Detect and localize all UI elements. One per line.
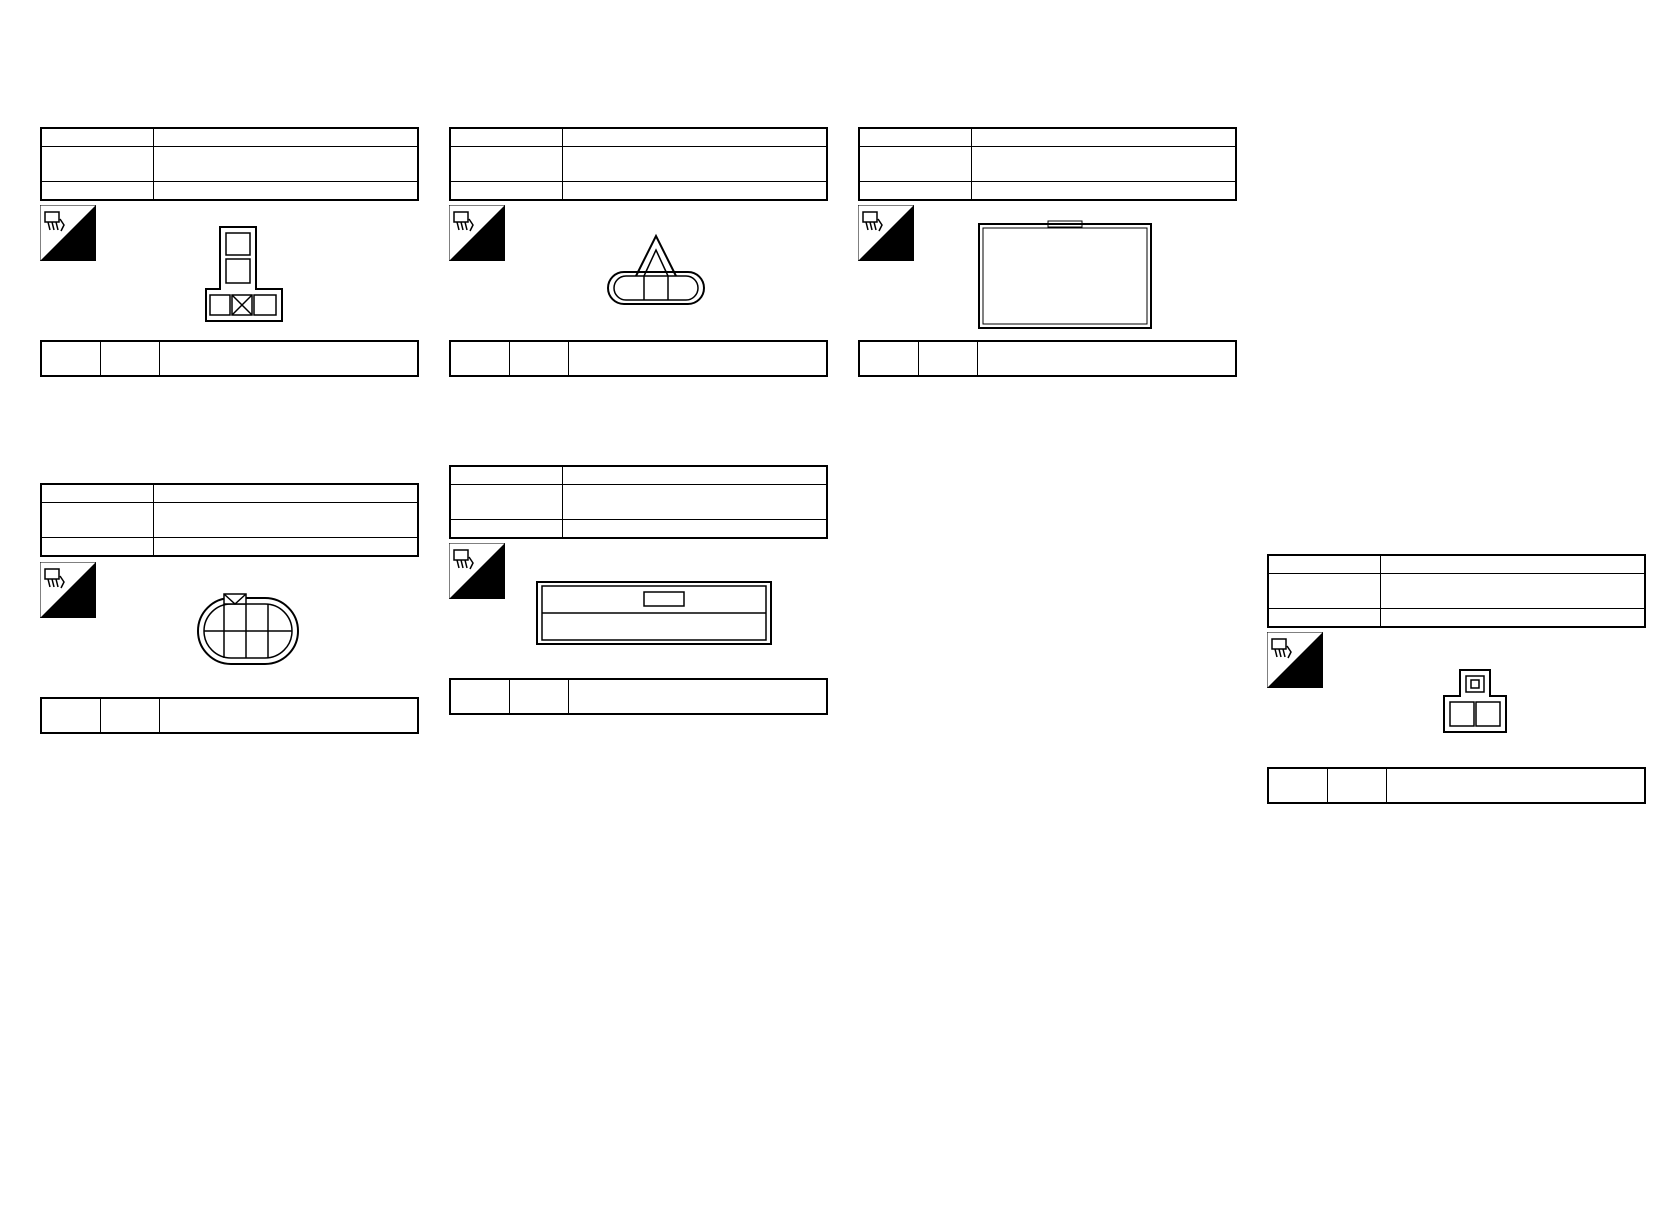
signal-table-e106 — [858, 340, 1237, 377]
connector-type-value — [563, 182, 828, 201]
connector-face-e77 — [606, 232, 706, 308]
connector-info-table — [40, 483, 419, 557]
connector-face-e108 — [1442, 668, 1508, 734]
label-connector-no — [1268, 555, 1381, 574]
harness-side-icon — [449, 205, 505, 261]
label-connector-name — [1268, 574, 1381, 609]
label-connector-no — [450, 128, 563, 147]
connector-type-value — [154, 182, 419, 201]
connector-no-value — [154, 128, 419, 147]
connector-type-value — [154, 538, 419, 557]
connector-name-value — [563, 147, 828, 182]
connector-face-e106 — [978, 220, 1152, 332]
header-signal — [1387, 768, 1646, 803]
header-color — [101, 698, 160, 733]
header-terminal — [1268, 768, 1328, 803]
label-connector-name — [41, 147, 154, 182]
label-connector-type — [41, 538, 154, 557]
harness-side-icon — [858, 205, 914, 261]
harness-side-icon — [40, 205, 96, 261]
label-connector-name — [450, 147, 563, 182]
header-color — [1328, 768, 1387, 803]
label-connector-no — [450, 466, 563, 485]
header-color — [919, 341, 978, 376]
header-color — [101, 341, 160, 376]
label-connector-no — [41, 128, 154, 147]
header-signal — [160, 698, 419, 733]
harness-side-icon — [1267, 632, 1323, 688]
label-connector-type — [1268, 609, 1381, 628]
connector-info-table — [40, 127, 419, 201]
connector-e67 — [40, 483, 419, 557]
label-connector-name — [450, 485, 563, 520]
connector-no-value — [154, 484, 419, 503]
label-connector-no — [859, 128, 972, 147]
header-terminal — [450, 679, 510, 714]
connector-name-value — [1381, 574, 1646, 609]
harness-side-icon — [449, 543, 505, 599]
header-color — [510, 679, 569, 714]
signal-table-e67 — [40, 697, 419, 734]
header-terminal — [41, 698, 101, 733]
connector-type-value — [972, 182, 1237, 201]
connector-info-table — [449, 127, 828, 201]
connector-no-value — [1381, 555, 1646, 574]
header-signal — [569, 341, 828, 376]
header-signal — [569, 679, 828, 714]
connector-name-value — [154, 503, 419, 538]
connector-type-value — [1381, 609, 1646, 628]
connector-no-value — [972, 128, 1237, 147]
label-connector-name — [41, 503, 154, 538]
connector-e108 — [1267, 554, 1646, 628]
signal-table-e103 — [449, 678, 828, 715]
connector-name-value — [972, 147, 1237, 182]
signal-table-e77 — [449, 340, 828, 377]
signal-table-e51 — [40, 340, 419, 377]
connector-name-value — [154, 147, 419, 182]
connector-e103 — [449, 465, 828, 539]
connector-e106 — [858, 127, 1237, 201]
label-connector-name — [859, 147, 972, 182]
connector-e77 — [449, 127, 828, 201]
header-signal — [978, 341, 1237, 376]
connector-e51 — [40, 127, 419, 201]
header-terminal — [859, 341, 919, 376]
connector-no-value — [563, 466, 828, 485]
label-connector-type — [450, 520, 563, 539]
connector-face-e67 — [196, 592, 300, 668]
header-color — [510, 341, 569, 376]
connector-name-value — [563, 485, 828, 520]
connector-face-e103 — [536, 581, 772, 645]
connector-face-e51 — [204, 225, 294, 325]
label-connector-type — [859, 182, 972, 201]
label-connector-type — [41, 182, 154, 201]
harness-side-icon — [40, 562, 96, 618]
connector-info-table — [449, 465, 828, 539]
connector-no-value — [563, 128, 828, 147]
signal-table-e108 — [1267, 767, 1646, 804]
connector-info-table — [858, 127, 1237, 201]
connector-info-table — [1267, 554, 1646, 628]
header-terminal — [41, 341, 101, 376]
header-signal — [160, 341, 419, 376]
connector-type-value — [563, 520, 828, 539]
label-connector-type — [450, 182, 563, 201]
header-terminal — [450, 341, 510, 376]
label-connector-no — [41, 484, 154, 503]
